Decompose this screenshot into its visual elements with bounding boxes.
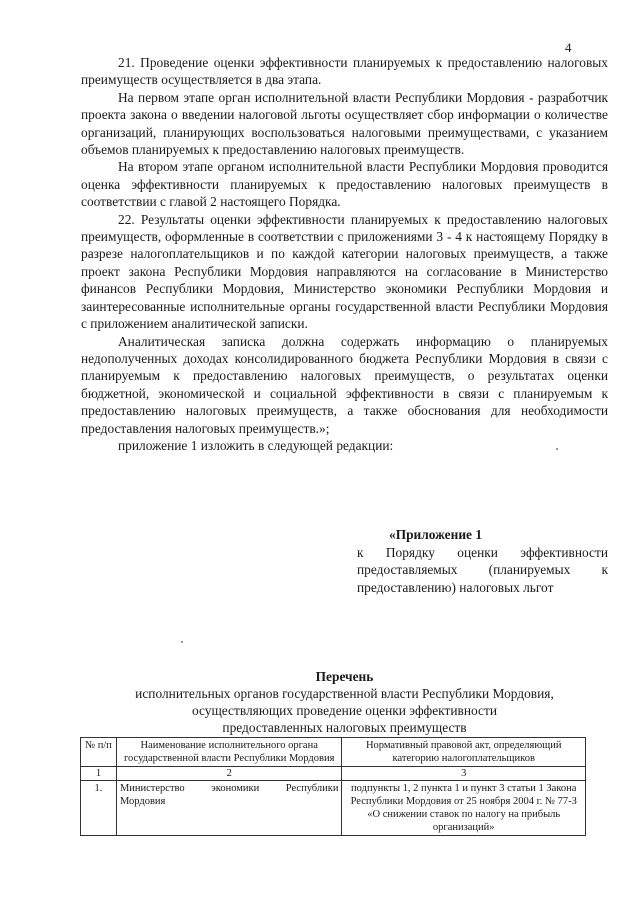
column-number: 3 [342, 767, 586, 781]
table-header-row [81, 738, 586, 767]
list-heading [81, 668, 608, 736]
scan-speck [556, 448, 558, 450]
list-subtitle-line: осуществляющих проведение оценки эффективности [191, 703, 498, 718]
appendix-block [357, 526, 608, 596]
table-column-numbers-row [81, 767, 586, 781]
paragraph-22: 22. Результаты оценки эффективности планируемых к предоставлению налоговых преимуществ, оформленные в соответствии с приложениями 3 - 4 к настоящему Порядку в разрезе налогоплательщиков и по каждой категории налоговых преимуществ, а также проект закона Республики Мордовия направляются на согласование в Министерство финансов Республики Мордовия, Министерство экономики Республики Мордовия и заинтересованные исполнительные органы государственной власти Республики Мордовия с приложением аналитической записки. [81, 211, 608, 332]
paragraph-21: 21. Проведение оценки эффективности планируемых к предоставлению налоговых преимуществ осуществляется в два этапа. [81, 55, 608, 88]
authorities-table [80, 737, 586, 836]
column-number: 2 [116, 767, 342, 781]
appendix-description: к Порядку оценки эффективности предоставляемых (планируемых к предоставлению) налоговых льгот [357, 544, 608, 595]
column-number: 1 [81, 767, 117, 781]
list-subtitle-line: предоставленных налоговых преимуществ [222, 720, 467, 735]
paragraph-first-stage: На первом этапе орган исполнительной власти Республики Мордовия - разработчик проекта закона о введении налоговой льготы осуществляет сбор информации о количестве организаций, планирующих воспользоваться налоговыми преимуществами, с указанием объемов планируемых к предоставлению налоговых преимуществ. [81, 89, 608, 158]
header-authority: Наименование исполнительного органа государственной власти Республики Мордовия [116, 738, 342, 767]
row-act: подпункты 1, 2 пункта 1 и пункт 3 статьи 1 Закона Республики Мордовия от 25 ноября 2004 г. № 77-З «О снижении ставок по налогу на прибыль организаций» [342, 781, 586, 836]
page-number: 4 [565, 40, 572, 55]
list-subtitle-line: исполнительных органов государственной власти Республики Мордовия, [135, 686, 554, 701]
header-act: Нормативный правовой акт, определяющий категорию налогоплательщиков [342, 738, 586, 767]
paragraph-analytical-note: Аналитическая записка должна содержать информацию о планируемых недополученных доходах консолидированного бюджета Республики Мордовия в связи с планируемым к предоставлению налоговых преимуществ, о результатах оценки бюджетной, экономической и социальной эффективности в связи с планируемым к предоставлению налоговых преимуществ, а также обоснования для необходимости предоставления налоговых преимуществ.»; [81, 333, 608, 436]
scan-speck [181, 641, 183, 643]
table-row [81, 781, 586, 836]
list-title: Перечень [315, 669, 374, 684]
appendix-title: «Приложение 1 [389, 527, 483, 542]
paragraph-appendix-intro: приложение 1 изложить в следующей редакции: [118, 437, 394, 453]
paragraph-second-stage: На втором этапе органом исполнительной власти Республики Мордовия проводится оценка эффективности планируемых к предоставлению налоговых преимуществ в соответствии с главой 2 настоящего Порядка. [81, 159, 608, 210]
header-number: № п/п [81, 738, 117, 767]
row-number: 1. [81, 781, 117, 836]
body-text [81, 54, 608, 454]
row-authority: Министерство экономики Республики Мордовия [116, 781, 342, 836]
